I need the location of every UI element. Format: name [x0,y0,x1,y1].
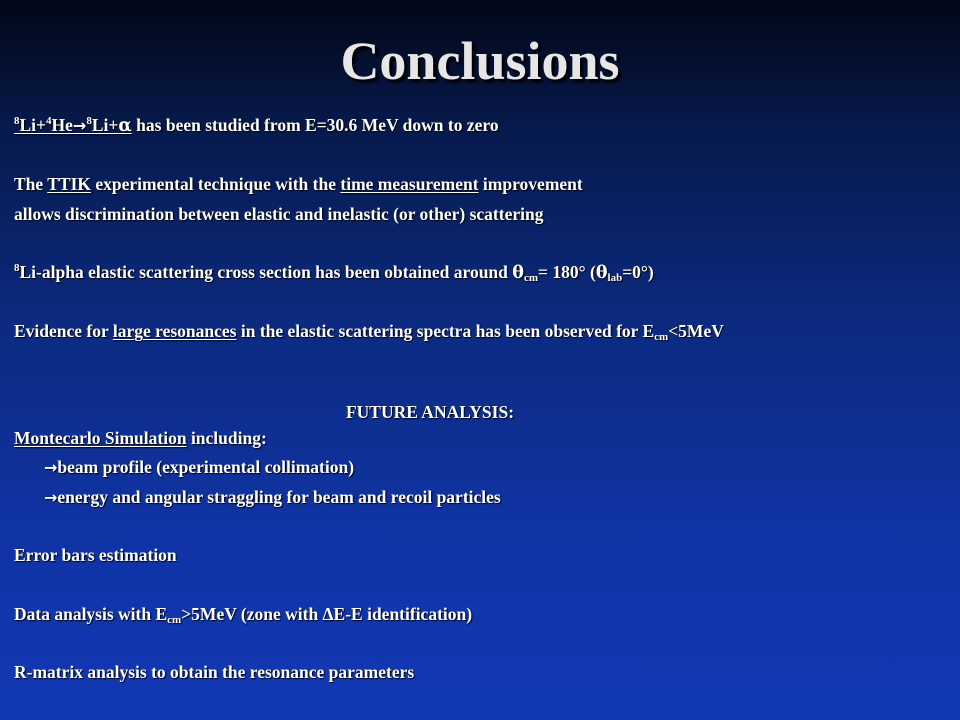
arrow-right-icon: → [44,488,58,507]
conclusion-reaction-line: $^8$Li+$^4$He→$^8$Li+α has been studied from E=30.6 MeV down to zero [14,115,499,136]
arrow-right-icon: → [72,116,87,135]
data-analysis-line: Data analysis with $E_{cm}>5MeV$ (zone with ΔE-E identification) [14,604,473,626]
conclusion-ttik-line: The TTIK experimental technique with the time measurement improvement [14,174,583,194]
time-measurement-term: time measurement [340,174,479,194]
error-bars-line: Error bars estimation [14,545,177,565]
future-analysis-heading: FUTURE ANALYSIS: [345,402,515,422]
reaction-formula: $^8$Li+$^4$He→$^8$Li+α [14,115,132,136]
montecarlo-term: Montecarlo Simulation [14,428,187,448]
conclusion-discrimination-line: allows discrimination between elastic and inelastic (or other) scattering [14,204,544,224]
arrow-right-icon: → [44,458,58,477]
conclusion-cross-section-line: $^8$Li-alpha elastic scattering cross section has been obtained around $\theta_{cm}= 180^\circ$ $(\theta_{lab}=0^\circ)$ [14,262,654,284]
r-matrix-line: R-matrix analysis to obtain the resonance parameters [14,662,415,682]
bullet-straggling: →energy and angular straggling for beam and recoil particles [44,487,501,507]
bullet-beam-profile: →beam profile (experimental collimation) [44,457,355,477]
large-resonances-term: large resonances [112,321,237,341]
montecarlo-line: Montecarlo Simulation including: [14,428,267,448]
conclusion-resonances-line: Evidence for large resonances in the elastic scattering spectra has been observed for $E_{cm}<5MeV$ [14,321,724,343]
slide-title: Conclusions [340,31,620,91]
ttik-term: TTIK [47,174,92,194]
